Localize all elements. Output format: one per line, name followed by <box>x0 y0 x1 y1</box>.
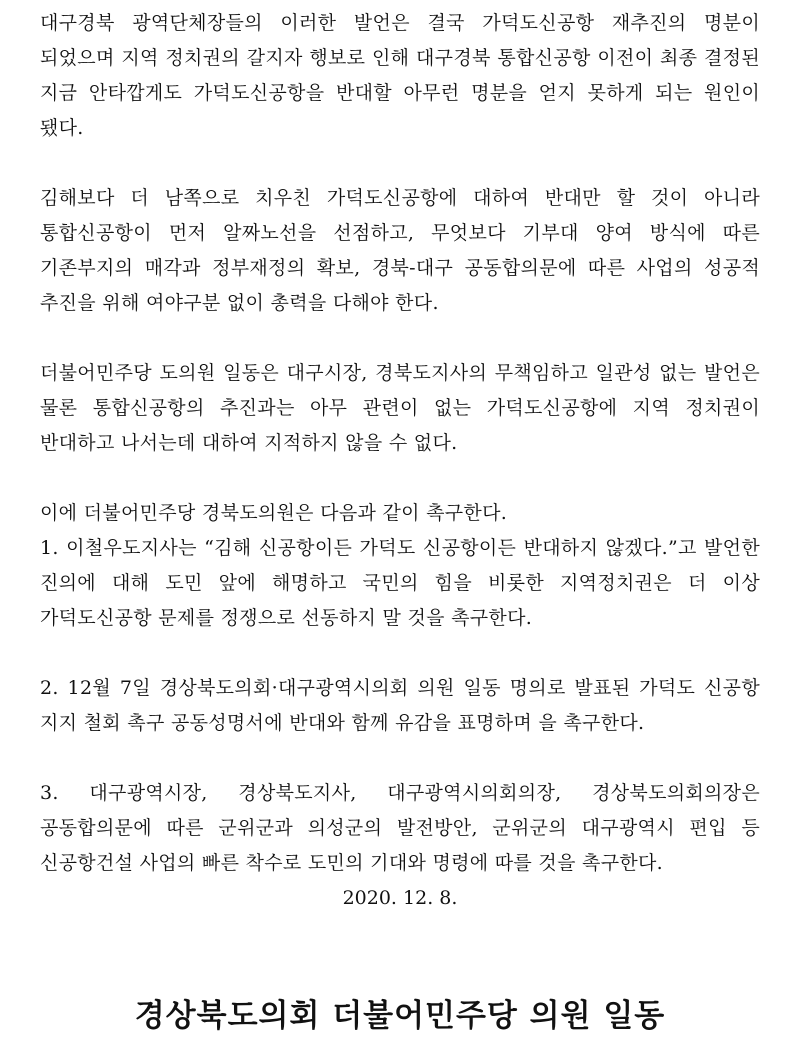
paragraph-gap <box>40 146 760 181</box>
paragraph-gap <box>40 321 760 356</box>
signature-line: 경상북도의회 더불어민주당 의원 일동 <box>134 998 666 1034</box>
paragraph-gap <box>40 636 760 671</box>
paragraph-gap <box>40 741 760 776</box>
demand-1: 1. 이철우도지사는 “김해 신공항이든 가덕도 신공항이든 반대하지 않겠다.”고 발언한 진의에 대해 도민 앞에 해명하고 국민의 힘을 비롯한 지역정치권은 더 이상 가덕도신공항 문제를 정쟁으로 선동하지 말 것을 촉구한다. <box>40 537 760 629</box>
paragraph-1: 대구경북 광역단체장들의 이러한 발언은 결국 가덕도신공항 재추진의 명분이 되었으며 지역 정치권의 갈지자 행보로 인해 대구경북 통합신공항 이전이 최종 결정된 지금 안타깝게도 가덕도신공항을 반대할 아무런 명분을 얻지 못하게 되는 원인이 됐다. <box>40 12 760 139</box>
paragraph-3: 더불어민주당 도의원 일동은 대구시장, 경북도지사의 무책임하고 일관성 없는 발언은 물론 통합신공항의 추진과는 아무 관련이 없는 가덕도신공항에 지역 정치권이 반대하고 나서는데 대하여 지적하지 않을 수 없다. <box>40 362 760 454</box>
document-date: 2020. 12. 8. <box>342 887 458 909</box>
paragraph-gap <box>40 461 760 496</box>
demand-2: 2. 12월 7일 경상북도의회·대구광역시의회 의원 일동 명의로 발표된 가덕도 신공항 지지 철회 촉구 공동성명서에 반대와 함께 유감을 표명하며 을 촉구한다. <box>40 677 760 734</box>
demand-3: 3. 대구광역시장, 경상북도지사, 대구광역시의회의장, 경상북도의회의장은 공동합의문에 따른 군위군과 의성군의 발전방안, 군위군의 대구광역시 편입 등 신공항건설 사업의 빠른 착수로 도민의 기대와 명령에 따를 것을 촉구한다. <box>40 782 760 874</box>
paragraph-2: 김해보다 더 남쪽으로 치우친 가덕도신공항에 대하여 반대만 할 것이 아니라 통합신공항이 먼저 알짜노선을 선점하고, 무엇보다 기부대 양여 방식에 따른 기존부지의 매각과 정부재정의 확보, 경북-대구 공동합의문에 따른 사업의 성공적 추진을 위해 여야구분 없이 총력을 다해야 한다. <box>40 187 760 314</box>
demands-intro: 이에 더불어민주당 경북도의원은 다음과 같이 촉구한다. <box>40 502 508 524</box>
document-body <box>40 6 760 916</box>
